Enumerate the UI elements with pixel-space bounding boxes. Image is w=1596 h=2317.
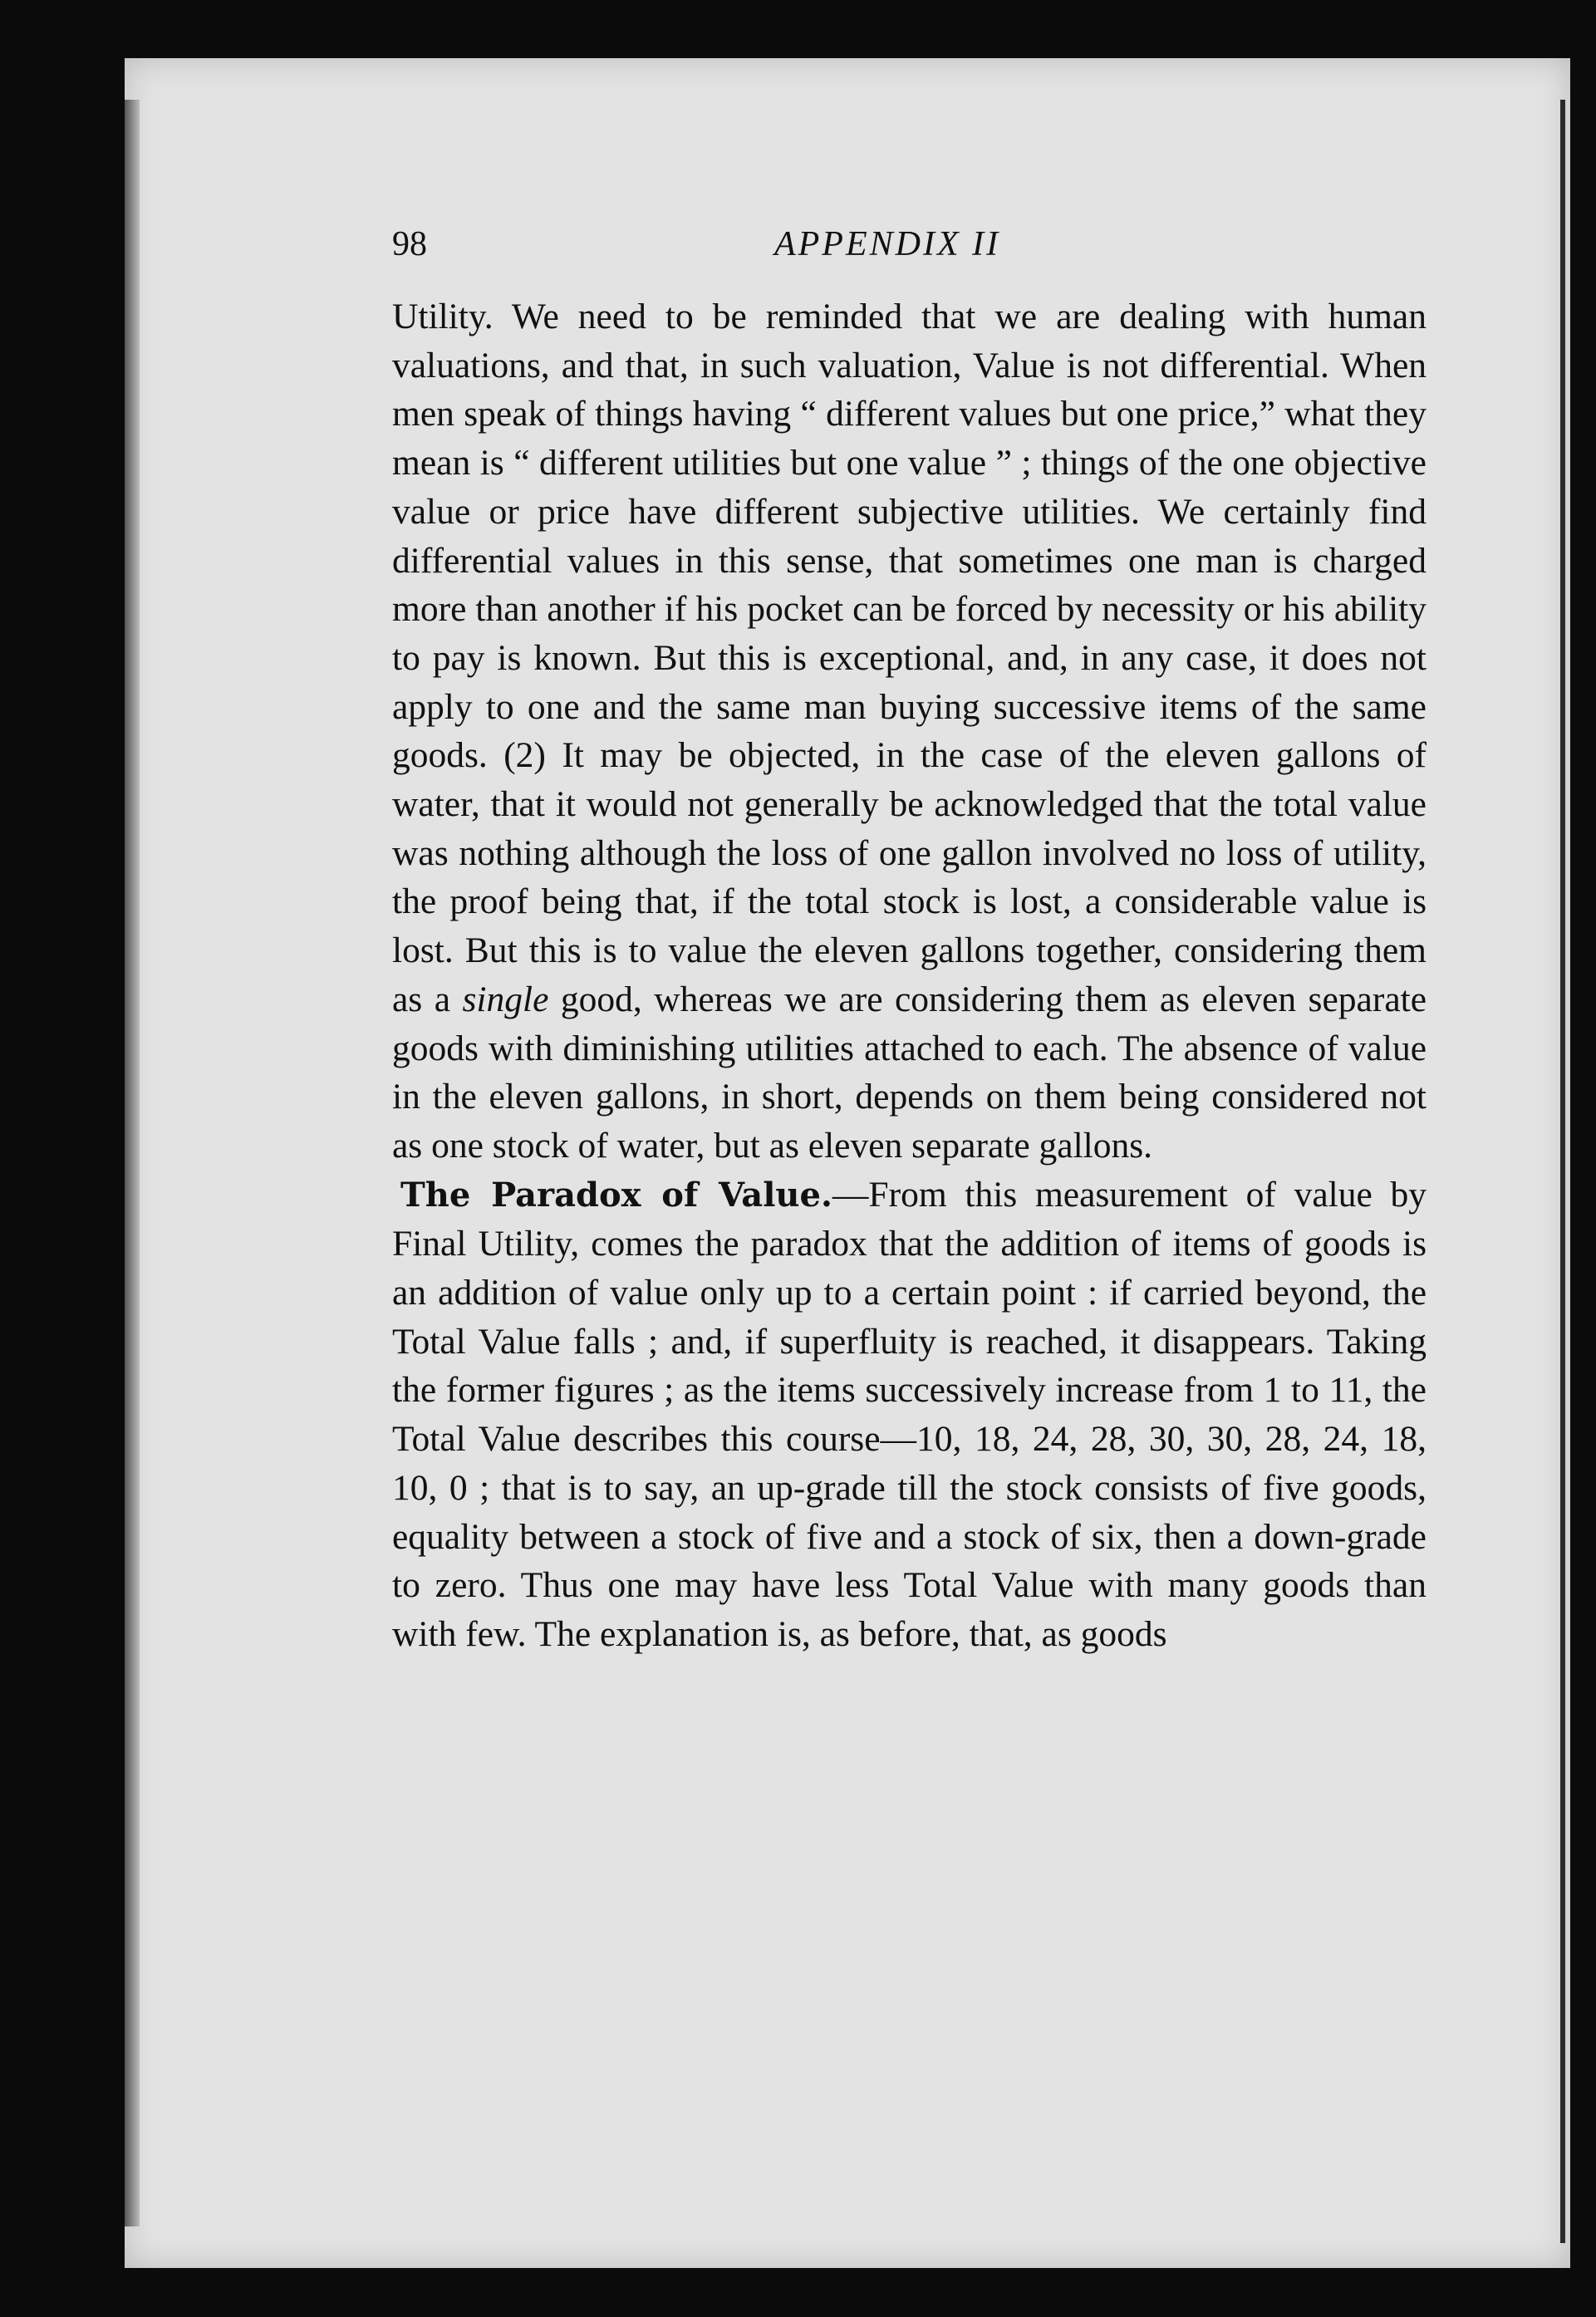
page-right-edge	[1560, 100, 1565, 2243]
paragraph-2-text: —From this measurement of value by Final Utility, comes the paradox that the addition of items of goods is an addition of value only up to a certain point : if carried beyond, the Total Value falls ; and, if superfluity is reached, it disappears. Taking the former figures ; as the items successively increase from 1 to 11, the Total Value describes this course—10, 18, 24, 28, 30, 30, 28, 24, 18, 10, 0 ; that is to say, an up-grade till the stock consists of five goods, equality between a stock of five and a stock of six, then a down-grade to zero. Thus one may have less Total Value with many goods than with few. The explanation is, as before, that, as goods	[392, 1174, 1427, 1654]
body-text	[392, 292, 1427, 1659]
page-header	[392, 224, 1427, 274]
italic-word: single	[462, 979, 549, 1019]
paragraph-1-text-start: Utility. We need to be reminded that we are dealing with human valuations, and that, in such valuation, Value is not differential. When men speak of things having “ different values but one price,” what they mean is “ different utilities but one value ” ; things of the one objective value or price have different subjective utilities. We certainly find differential values in this sense, that sometimes one man is charged more than another if his pocket can be forced by necessity or his ability to pay is known. But this is exceptional, and, in any case, it does not apply to one and the same man buying successive items of the same goods. (2) It may be objected, in the case of the eleven gallons of water, that it would not generally be acknowledged that the total value was nothing although the loss of one gallon involved no loss of utility, the proof being that, if the total stock is lost, a considerable value is lost. But this is to value the eleven gallons together, considering them as a	[392, 297, 1427, 1019]
paragraph-2	[392, 1171, 1427, 1659]
paragraph-1-text-end: good, whereas we are considering them as eleven separate goods with diminishing utilities attached to each. The absence of value in the eleven gallons, in short, depends on them being considered not as one stock of water, but as eleven separate gallons.	[392, 979, 1427, 1166]
running-head: APPENDIX II	[774, 225, 1001, 263]
book-spine-shadow	[125, 100, 140, 2226]
section-heading: The Paradox of Value.	[400, 1175, 832, 1215]
paragraph-1	[392, 292, 1427, 1171]
page-number: 98	[392, 225, 427, 263]
